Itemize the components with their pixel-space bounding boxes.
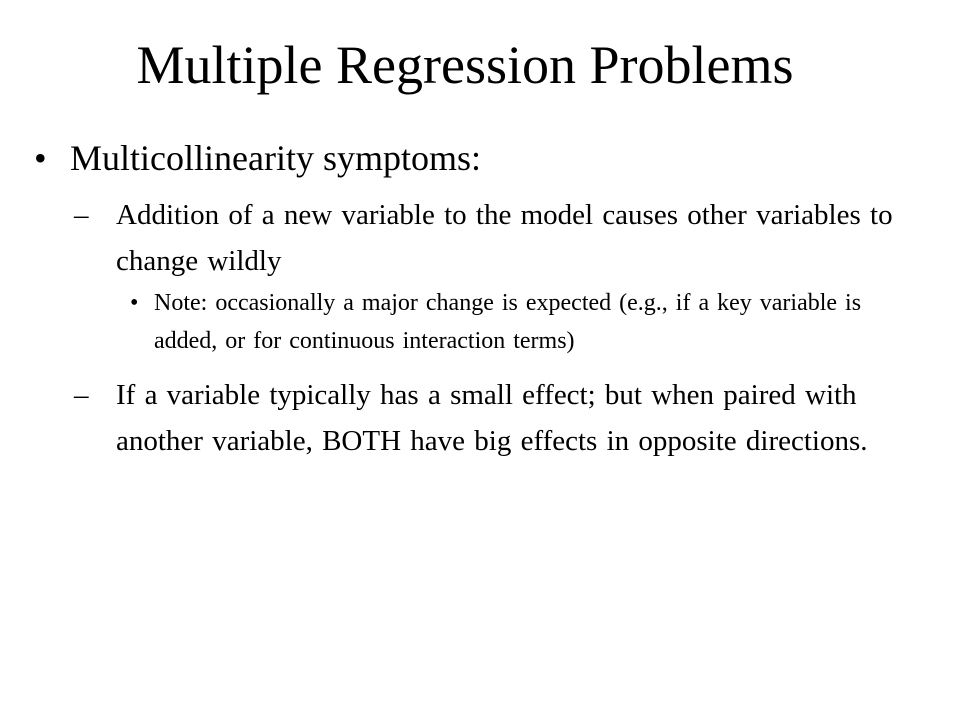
bullet-text: Note: occasionally a major change is expected (e.g., if a key variable is added, or for continuous interaction terms) — [154, 290, 862, 354]
bullet-marker: • — [130, 290, 139, 316]
slide-title: Multiple Regression Problems — [136, 35, 794, 95]
bullet-text: If a variable typically has a small effect; but when paired with another variable, BOTH have big effects in opposite directions. — [116, 379, 868, 457]
bullet-text: Addition of a new variable to the model causes other variables to change wildly — [116, 199, 893, 277]
bullet-marker: • — [34, 138, 47, 178]
dash-marker: – — [74, 199, 89, 231]
dash-marker: – — [74, 379, 89, 411]
bullet-text: Multicollinearity symptoms: — [70, 138, 481, 178]
